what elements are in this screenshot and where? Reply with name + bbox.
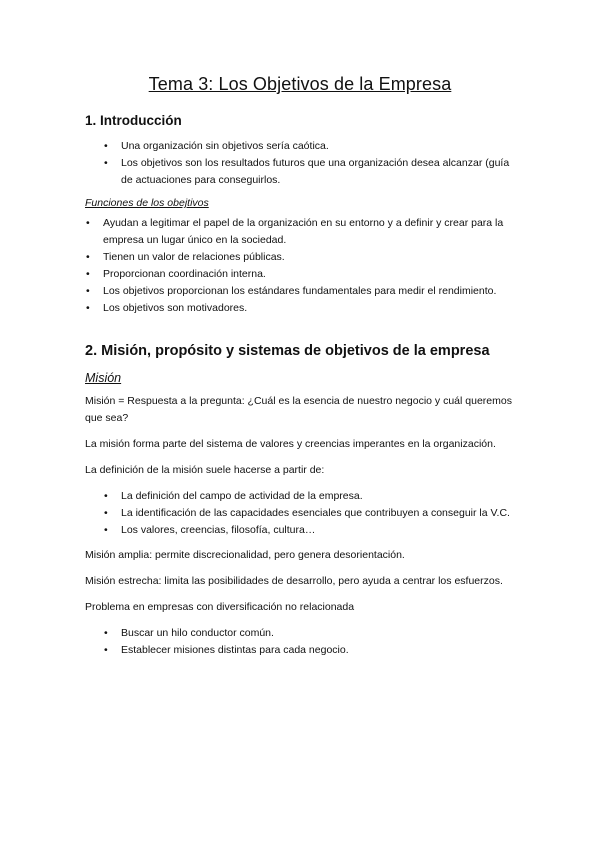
section-heading-introduccion: 1. Introducción — [85, 113, 182, 128]
bullet-icon: • — [86, 302, 90, 314]
paragraph: La misión forma parte del sistema de valores y creencias imperantes en la organización. — [85, 438, 496, 450]
bullet-icon: • — [104, 524, 108, 536]
bullet-icon: • — [86, 251, 90, 263]
list-item: • La definición del campo de actividad de la empresa. — [85, 488, 515, 505]
bullet-icon: • — [104, 644, 108, 656]
bullet-icon: • — [86, 217, 90, 229]
list-item: • Los objetivos proporcionan los estándares fundamentales para medir el rendimiento. — [85, 283, 515, 300]
bullet-icon: • — [86, 285, 90, 297]
list-item: • La identificación de las capacidades esenciales que contribuyen a conseguir la V.C. — [85, 505, 515, 522]
bullet-icon: • — [104, 140, 108, 152]
bullet-icon: • — [86, 268, 90, 280]
list-item: • Establecer misiones distintas para cada negocio. — [85, 642, 515, 659]
mision-subheading: Misión — [85, 371, 122, 385]
paragraph: Problema en empresas con diversificación no relacionada — [85, 601, 355, 613]
list-item: • Tienen un valor de relaciones públicas. — [85, 249, 515, 266]
list-item: • Los valores, creencias, filosofía, cultura… — [85, 522, 515, 539]
bullet-icon: • — [104, 157, 108, 169]
funciones-subheading: Funciones de los obejtivos — [85, 197, 209, 209]
paragraph: La definición de la misión suele hacerse a partir de: — [85, 464, 325, 476]
bullet-icon: • — [104, 490, 108, 502]
document-title: Tema 3: Los Objetivos de la Empresa — [148, 74, 452, 94]
list-item: • Los objetivos son motivadores. — [85, 300, 515, 317]
mision-bullet-list — [85, 488, 515, 539]
paragraph: Misión amplia: permite discrecionalidad, pero genera desorientación. — [85, 549, 405, 561]
funciones-bullet-list — [85, 215, 515, 317]
intro-bullet-list — [85, 138, 515, 189]
list-item: • Los objetivos son los resultados futuros que una organización desea alcanzar (guía de actuaciones para conseguirlos. — [104, 157, 510, 186]
section-heading-mision: 2. Misión, propósito y sistemas de objetivos de la empresa — [85, 343, 490, 359]
paragraph: Misión estrecha: limita las posibilidades de desarrollo, pero ayuda a centrar los esfuerzos. — [85, 575, 503, 587]
section-spacer — [85, 325, 515, 343]
list-item: • Proporcionan coordinación interna. — [85, 266, 515, 283]
document-content — [85, 74, 515, 667]
bullet-icon: • — [104, 507, 108, 519]
bullet-icon: • — [104, 627, 108, 639]
list-item: • Buscar un hilo conductor común. — [85, 625, 515, 642]
list-item: • Una organización sin objetivos sería caótica. — [85, 138, 515, 155]
list-item: • Ayudan a legitimar el papel de la organización en su entorno y a definir y crear para la empresa un lugar único en la sociedad. — [86, 217, 504, 246]
diversificacion-bullet-list — [85, 625, 515, 659]
paragraph: Misión = Respuesta a la pregunta: ¿Cuál es la esencia de nuestro negocio y cuál queremos que sea? — [85, 395, 512, 424]
